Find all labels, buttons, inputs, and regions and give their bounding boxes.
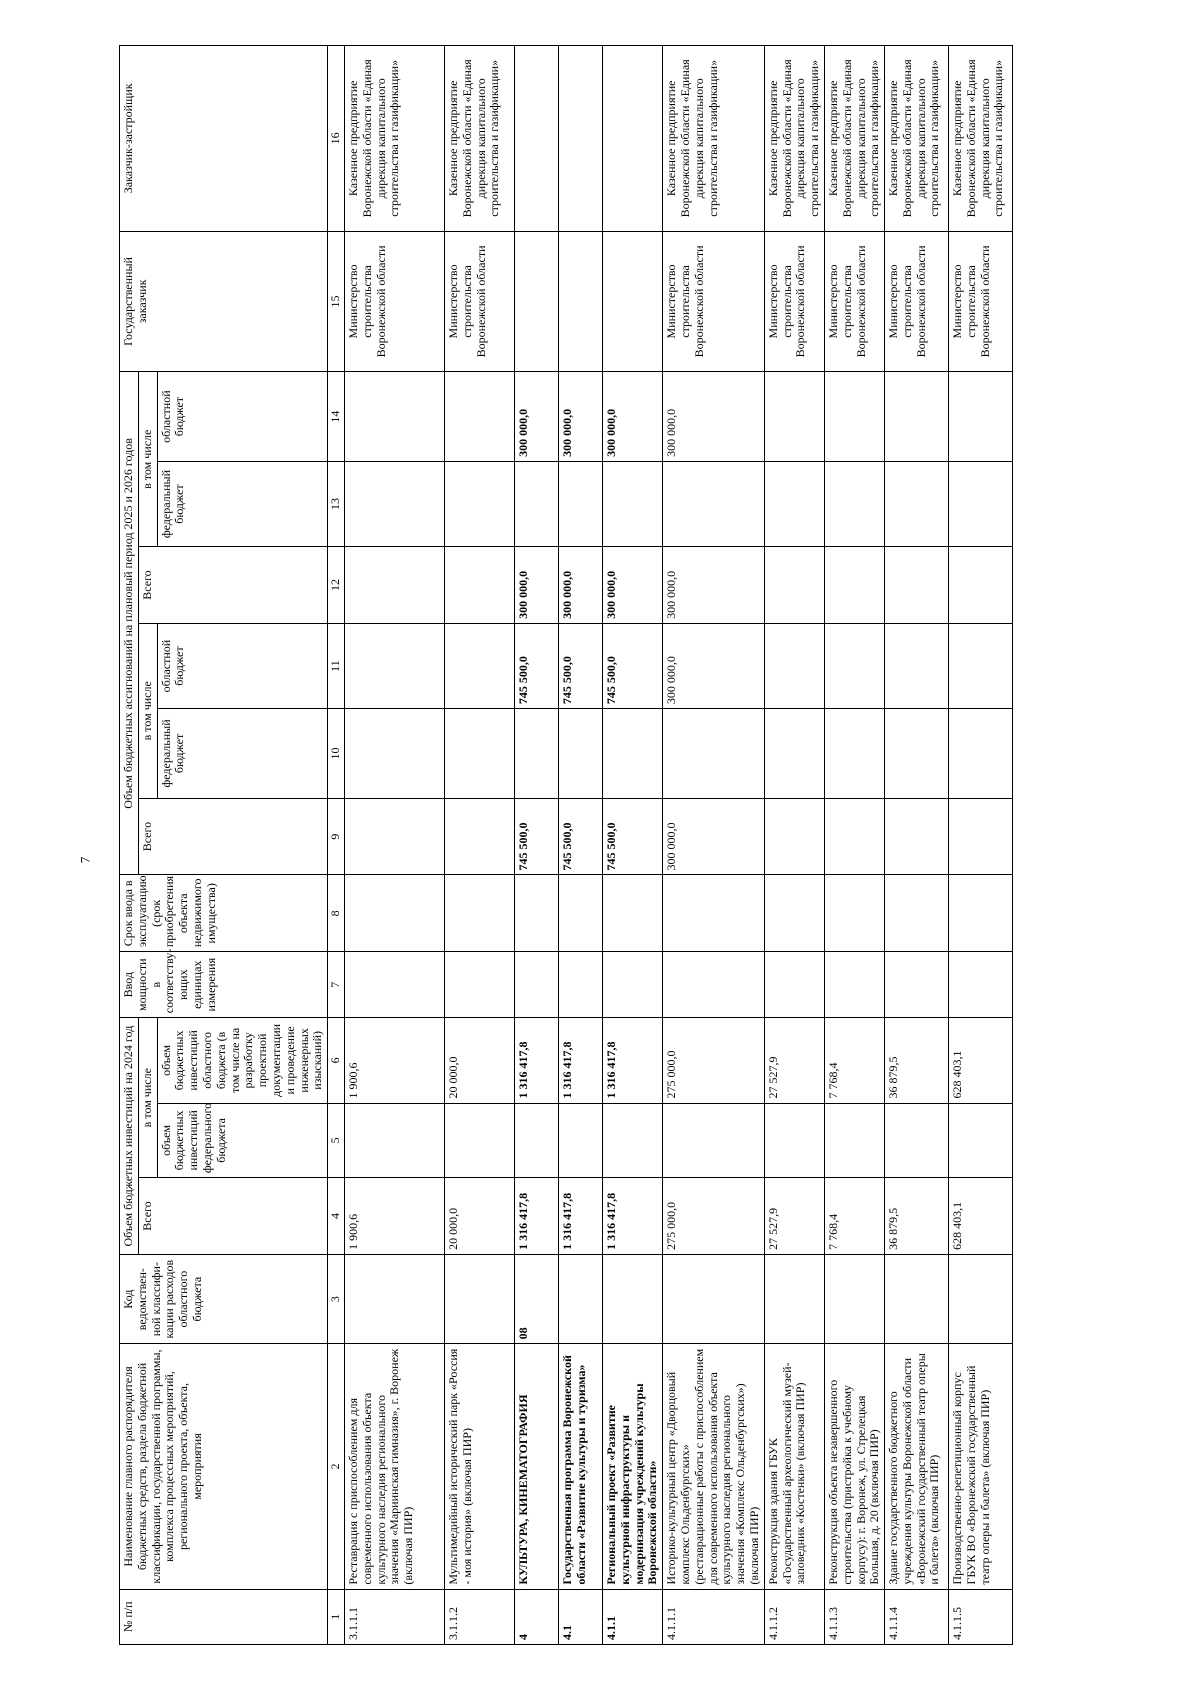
- col-number: 5: [328, 1103, 345, 1178]
- row-code: [764, 1254, 824, 1344]
- row-capacity: [602, 952, 662, 1018]
- header-2024-total: Всего: [138, 1178, 327, 1255]
- row-2026-regional: [764, 372, 824, 462]
- col-number: 16: [328, 46, 345, 232]
- row-2026-federal: [824, 461, 884, 546]
- row-name: Реконструкция здания ГБУК «Государственный археологический музей-заповедник «Костенки» (включая ПИР): [764, 1344, 824, 1589]
- row-2024-total: 1 316 417,8: [514, 1178, 558, 1255]
- row-commission-date: [444, 875, 514, 952]
- col-number: 1: [328, 1589, 345, 1644]
- row-2024-regional: 27 527,9: [764, 1018, 824, 1103]
- row-2026-total: [344, 547, 444, 624]
- row-2025-regional: [444, 623, 514, 708]
- row-2024-federal: [949, 1103, 1013, 1178]
- col-number: 11: [328, 623, 345, 708]
- row-developer: Казенное предприятие Воронежской области «Единая дирекция капитального строительства и газификации»: [885, 46, 949, 232]
- row-commission-date: [949, 875, 1013, 952]
- row-2024-federal: [764, 1103, 824, 1178]
- row-state-customer: Министерство строительства Воронежской области: [885, 231, 949, 372]
- row-name: КУЛЬТУРА, КИНЕМАТОГРАФИЯ: [514, 1344, 558, 1589]
- row-2024-federal: [663, 1103, 765, 1178]
- row-2026-total: 300 000,0: [602, 547, 662, 624]
- row-code: [602, 1254, 662, 1344]
- row-capacity: [344, 952, 444, 1018]
- row-2025-regional: [344, 623, 444, 708]
- row-capacity: [514, 952, 558, 1018]
- row-2026-regional: 300 000,0: [602, 372, 662, 462]
- row-2024-total: 1 900,6: [344, 1178, 444, 1255]
- col-number: 8: [328, 875, 345, 952]
- row-2024-regional: 7 768,4: [824, 1018, 884, 1103]
- row-2024-total: 1 316 417,8: [602, 1178, 662, 1255]
- row-2024-regional: 275 000,0: [663, 1018, 765, 1103]
- header-plan-group: Объем бюджетных ассигнований на плановый период 2025 и 2026 годов: [120, 372, 139, 875]
- header-2024-federal: объем бюджетных инвестиций федерального бюджета: [157, 1103, 328, 1178]
- table-row: [764, 46, 824, 1645]
- row-state-customer: Министерство строительства Воронежской области: [949, 231, 1013, 372]
- investment-table: [119, 45, 1013, 1645]
- row-2024-total: 628 403,1: [949, 1178, 1013, 1255]
- row-state-customer: Министерство строительства Воронежской области: [444, 231, 514, 372]
- table-row: [444, 46, 514, 1645]
- row-2024-regional: 1 316 417,8: [514, 1018, 558, 1103]
- row-2025-federal: [558, 709, 602, 799]
- row-2026-regional: [344, 372, 444, 462]
- row-2025-regional: [949, 623, 1013, 708]
- table-body: [344, 46, 1012, 1645]
- row-2024-regional: 628 403,1: [949, 1018, 1013, 1103]
- table-row: [885, 46, 949, 1645]
- row-number: 4: [514, 1589, 558, 1644]
- table-row: [824, 46, 884, 1645]
- row-commission-date: [663, 875, 765, 952]
- table-row: [949, 46, 1013, 1645]
- row-commission-date: [824, 875, 884, 952]
- row-2025-total: 745 500,0: [514, 798, 558, 875]
- row-commission-date: [514, 875, 558, 952]
- row-2026-federal: [949, 461, 1013, 546]
- row-2024-regional: 20 000,0: [444, 1018, 514, 1103]
- row-2025-total: [824, 798, 884, 875]
- row-commission-date: [764, 875, 824, 952]
- row-number: 3.1.1.1: [344, 1589, 444, 1644]
- header-capacity: Ввод мощности в соответству-ющих единицах измерения: [120, 952, 328, 1018]
- row-number: 4.1.1.4: [885, 1589, 949, 1644]
- row-number: 4.1.1.5: [949, 1589, 1013, 1644]
- row-2026-total: [764, 547, 824, 624]
- row-developer: Казенное предприятие Воронежской области «Единая дирекция капитального строительства и газификации»: [444, 46, 514, 232]
- row-code: 08: [514, 1254, 558, 1344]
- row-2024-total: 1 316 417,8: [558, 1178, 602, 1255]
- row-2026-total: [824, 547, 884, 624]
- row-name: Здание государственного бюджетного учреждения культуры Воронежской области «Воронежский государственный театр оперы и балета» (включая ПИР): [885, 1344, 949, 1589]
- header-2026-total: Всего: [138, 547, 327, 624]
- row-2026-total: [444, 547, 514, 624]
- row-2024-total: 20 000,0: [444, 1178, 514, 1255]
- col-number: 6: [328, 1018, 345, 1103]
- row-2025-total: [949, 798, 1013, 875]
- row-name: Реконструкция объекта незавершенного строительства (пристройка к учебному корпусу): г. Воронеж, ул. Стрелецкая Большая, д. 20 (включая ПИР): [824, 1344, 884, 1589]
- row-2024-regional: 36 879,5: [885, 1018, 949, 1103]
- row-2026-total: 300 000,0: [558, 547, 602, 624]
- row-2026-federal: [514, 461, 558, 546]
- row-code: [885, 1254, 949, 1344]
- row-2025-federal: [514, 709, 558, 799]
- header-2026-regional: областной бюджет: [157, 372, 328, 462]
- row-2024-total: 275 000,0: [663, 1178, 765, 1255]
- row-code: [949, 1254, 1013, 1344]
- row-2025-regional: 745 500,0: [558, 623, 602, 708]
- row-2025-federal: [885, 709, 949, 799]
- row-developer: Казенное предприятие Воронежской области «Единая дирекция капитального строительства и газификации»: [663, 46, 765, 232]
- row-2025-regional: [824, 623, 884, 708]
- row-2025-federal: [602, 709, 662, 799]
- table-row: [558, 46, 602, 1645]
- row-state-customer: Министерство строительства Воронежской области: [663, 231, 765, 372]
- row-code: [824, 1254, 884, 1344]
- row-2024-federal: [558, 1103, 602, 1178]
- row-name: Мультимедийный исторический парк «Россия - моя история» (включая ПИР): [444, 1344, 514, 1589]
- row-state-customer: [558, 231, 602, 372]
- header-2026-federal: федеральный бюджет: [157, 461, 328, 546]
- row-developer: [602, 46, 662, 232]
- col-number: 9: [328, 798, 345, 875]
- row-2026-total: [949, 547, 1013, 624]
- row-2024-federal: [344, 1103, 444, 1178]
- table-row: [344, 46, 444, 1645]
- row-developer: [558, 46, 602, 232]
- row-2025-total: [344, 798, 444, 875]
- row-commission-date: [344, 875, 444, 952]
- table-row: [663, 46, 765, 1645]
- row-developer: Казенное предприятие Воронежской области «Единая дирекция капитального строительства и газификации»: [764, 46, 824, 232]
- row-commission-date: [602, 875, 662, 952]
- header-2024-incl: в том числе: [138, 1018, 157, 1178]
- row-2026-regional: [444, 372, 514, 462]
- row-number: 4.1.1.2: [764, 1589, 824, 1644]
- table-row: [514, 46, 558, 1645]
- row-2026-regional: 300 000,0: [663, 372, 765, 462]
- row-2026-federal: [344, 461, 444, 546]
- row-number: 4.1.1.3: [824, 1589, 884, 1644]
- header-2025-regional: областной бюджет: [157, 623, 328, 708]
- header-name: Наименование главного распорядителя бюджетных средств, раздела бюджетной классификации, государственной программы, комплекса процессных мероприятий, регионального проекта, объекта, мероприятия: [120, 1344, 328, 1589]
- header-number: № п/п: [120, 1589, 328, 1644]
- col-number: 13: [328, 461, 345, 546]
- row-2025-regional: 300 000,0: [663, 623, 765, 708]
- row-name: Региональный проект «Развитие культурной инфраструктуры и модернизация учреждений культуры Воронежской области»: [602, 1344, 662, 1589]
- row-2024-federal: [824, 1103, 884, 1178]
- header-code: Код ведомствен-ной классифи-кации расходов областного бюджета: [120, 1254, 328, 1344]
- header-2026-incl: в том числе: [138, 372, 157, 547]
- row-2025-total: [444, 798, 514, 875]
- header-2024-regional: объем бюджетных инвестиций областного бюджета (в том числе на разработку проектной документации и проведение инженерных изысканий): [157, 1018, 328, 1103]
- row-2026-regional: 300 000,0: [514, 372, 558, 462]
- row-name: Историко-культурный центр «Дворцовый комплекс Ольденбургских» (реставрационные работы с приспособлением для современного использования объекта культурного наследия регионального значения «Комплекс Ольденбургских») (включая ПИР): [663, 1344, 765, 1589]
- row-2024-regional: 1 316 417,8: [558, 1018, 602, 1103]
- row-2026-total: [885, 547, 949, 624]
- row-2026-regional: [949, 372, 1013, 462]
- row-developer: [514, 46, 558, 232]
- col-number: 2: [328, 1344, 345, 1589]
- row-2025-federal: [949, 709, 1013, 799]
- row-name: Производственно-репетиционный корпус ГБУК ВО «Воронежский государственный театр оперы и балета» (включая ПИР): [949, 1344, 1013, 1589]
- row-capacity: [663, 952, 765, 1018]
- row-2024-total: 27 527,9: [764, 1178, 824, 1255]
- row-capacity: [885, 952, 949, 1018]
- header-2024-group: Объем бюджетных инвестиций на 2024 год: [120, 1018, 139, 1255]
- row-2024-regional: 1 316 417,8: [602, 1018, 662, 1103]
- row-2026-regional: 300 000,0: [558, 372, 602, 462]
- row-developer: Казенное предприятие Воронежской области «Единая дирекция капитального строительства и газификации»: [949, 46, 1013, 232]
- header-2025-incl: в том числе: [138, 623, 157, 798]
- row-2025-regional: 745 500,0: [602, 623, 662, 708]
- row-state-customer: Министерство строительства Воронежской области: [824, 231, 884, 372]
- row-2025-total: [764, 798, 824, 875]
- table-row: [602, 46, 662, 1645]
- row-state-customer: [514, 231, 558, 372]
- row-2025-total: [885, 798, 949, 875]
- row-2024-federal: [602, 1103, 662, 1178]
- row-2024-federal: [514, 1103, 558, 1178]
- row-commission-date: [885, 875, 949, 952]
- row-2026-federal: [764, 461, 824, 546]
- row-capacity: [949, 952, 1013, 1018]
- row-number: 4.1.1.1: [663, 1589, 765, 1644]
- row-developer: Казенное предприятие Воронежской области «Единая дирекция капитального строительства и газификации»: [344, 46, 444, 232]
- row-2025-regional: [885, 623, 949, 708]
- header-2025-federal: федеральный бюджет: [157, 709, 328, 799]
- row-2025-federal: [764, 709, 824, 799]
- row-2026-federal: [885, 461, 949, 546]
- col-number: 7: [328, 952, 345, 1018]
- row-2026-federal: [444, 461, 514, 546]
- investment-table-sheet: [119, 45, 1200, 1645]
- row-number: 3.1.1.2: [444, 1589, 514, 1644]
- row-code: [558, 1254, 602, 1344]
- page-number: 7: [77, 856, 93, 864]
- header-2025-total: Всего: [138, 798, 327, 875]
- row-state-customer: Министерство строительства Воронежской области: [764, 231, 824, 372]
- row-name: Реставрация с приспособлением для современного использования объекта культурного наследия регионального значения «Мариинская гимназия», г. Воронеж (включая ПИР): [344, 1344, 444, 1589]
- row-name: Государственная программа Воронежской области «Развитие культуры и туризма»: [558, 1344, 602, 1589]
- col-number: 10: [328, 709, 345, 799]
- header-state-customer: Государственный заказчик: [120, 231, 328, 372]
- row-2024-federal: [444, 1103, 514, 1178]
- row-2026-total: 300 000,0: [663, 547, 765, 624]
- row-2025-federal: [344, 709, 444, 799]
- row-developer: Казенное предприятие Воронежской области «Единая дирекция капитального строительства и газификации»: [824, 46, 884, 232]
- row-2025-regional: [764, 623, 824, 708]
- row-2025-federal: [444, 709, 514, 799]
- row-number: 4.1.1: [602, 1589, 662, 1644]
- row-code: [444, 1254, 514, 1344]
- col-number: 15: [328, 231, 345, 372]
- row-2025-total: 745 500,0: [602, 798, 662, 875]
- row-2025-federal: [663, 709, 765, 799]
- row-code: [344, 1254, 444, 1344]
- row-2025-federal: [824, 709, 884, 799]
- row-2026-federal: [602, 461, 662, 546]
- row-2025-total: 745 500,0: [558, 798, 602, 875]
- row-2024-regional: 1 900,6: [344, 1018, 444, 1103]
- row-2026-federal: [663, 461, 765, 546]
- row-state-customer: Министерство строительства Воронежской области: [344, 231, 444, 372]
- row-2026-regional: [885, 372, 949, 462]
- row-capacity: [764, 952, 824, 1018]
- row-2025-total: 300 000,0: [663, 798, 765, 875]
- row-2026-total: 300 000,0: [514, 547, 558, 624]
- header-developer: Заказчик-застройщик: [120, 46, 328, 232]
- col-number: 3: [328, 1254, 345, 1344]
- row-2024-total: 7 768,4: [824, 1178, 884, 1255]
- row-code: [663, 1254, 765, 1344]
- row-capacity: [558, 952, 602, 1018]
- row-2025-regional: 745 500,0: [514, 623, 558, 708]
- col-number: 4: [328, 1178, 345, 1255]
- row-2024-federal: [885, 1103, 949, 1178]
- row-commission-date: [558, 875, 602, 952]
- row-number: 4.1: [558, 1589, 602, 1644]
- header-commission-date: Срок ввода в эксплуатацию (срок приобретения объекта недвижимого имущества): [120, 875, 328, 952]
- row-2024-total: 36 879,5: [885, 1178, 949, 1255]
- row-capacity: [444, 952, 514, 1018]
- row-2026-regional: [824, 372, 884, 462]
- col-number: 14: [328, 372, 345, 462]
- row-2026-federal: [558, 461, 602, 546]
- row-capacity: [824, 952, 884, 1018]
- col-number: 12: [328, 547, 345, 624]
- row-state-customer: [602, 231, 662, 372]
- table-header: [120, 46, 345, 1645]
- column-number-row: [328, 46, 345, 1645]
